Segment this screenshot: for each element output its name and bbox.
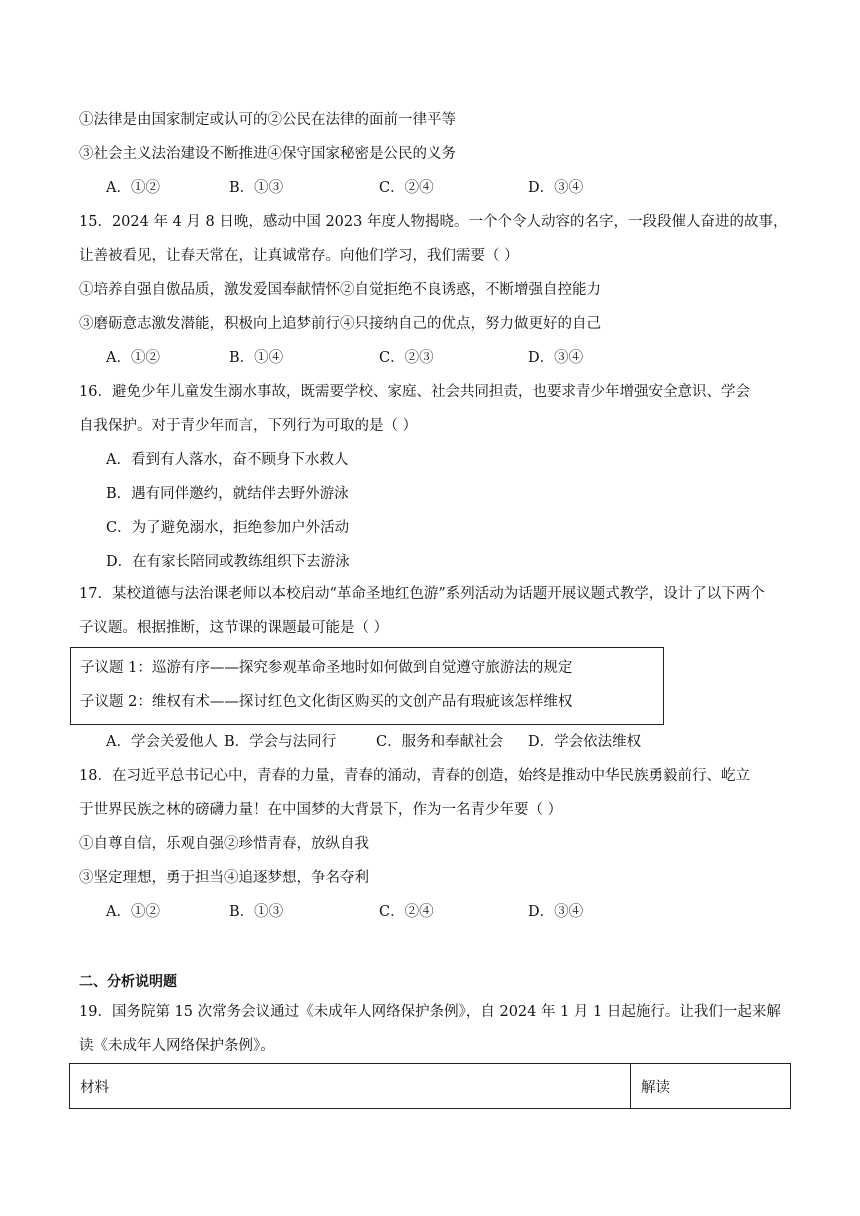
q15-statement-line2: ③磨砺意志激发潜能，积极向上追梦前行④只接纳自己的优点，努力做更好的自己 [79, 316, 601, 332]
q15-option-a: A．①② [106, 350, 160, 366]
q17-option-d: D．学会依法维权 [528, 734, 642, 750]
q16-option-a: A．看到有人落水，奋不顾身下水救人 [106, 452, 349, 468]
q16-option-c: C．为了避免溺水，拒绝参加户外活动 [106, 520, 350, 536]
q17-subtopic-2: 子议题 2：维权有术——探讨红色文化街区购买的文创产品有瑕疵该怎样维权 [80, 694, 573, 710]
q14-option-d: D．③④ [528, 180, 584, 196]
q17-option-b: B．学会与法同行 [224, 734, 337, 750]
q16-stem-line2: 自我保护。对于青少年而言，下列行为可取的是（ ） [79, 418, 418, 434]
q17-option-c: C．服务和奉献社会 [376, 734, 504, 750]
q19-stem-line2: 读《未成年人网络保护条例》。 [79, 1038, 275, 1054]
q14-statement-line1: ①法律是由国家制定或认可的②公民在法律的面前一律平等 [79, 112, 456, 128]
q15-stem-line2: 让善被看见，让春天常在，让真诚常存。向他们学习，我们需要（ ） [79, 248, 519, 264]
q18-statement-line1: ①自尊自信，乐观自强②珍惜青春，放纵自我 [79, 836, 369, 852]
q14-option-c: C．②④ [379, 180, 434, 196]
q16-option-d: D．在有家长陪同或教练组织下去游泳 [106, 554, 350, 570]
q18-statement-line2: ③坚定理想，勇于担当④追逐梦想，争名夺利 [79, 870, 369, 886]
q16-option-b: B．遇有同伴邀约，就结伴去野外游泳 [106, 486, 349, 502]
q17-subtopic-1: 子议题 1：巡游有序——探究参观革命圣地时如何做到自觉遵守旅游法的规定 [80, 660, 573, 676]
q15-option-b: B．①④ [229, 350, 284, 366]
table-header-material: 材料 [70, 1064, 631, 1109]
q14-statement-line2: ③社会主义法治建设不断推进④保守国家秘密是公民的义务 [79, 146, 456, 162]
q17-stem-line2: 子议题。根据推断，这节课的课题最可能是（ ） [79, 620, 389, 636]
q15-option-c: C．②③ [379, 350, 434, 366]
q18-stem-line1: 18．在习近平总书记心中，青春的力量，青春的涌动，青春的创造，始终是推动中华民族勇毅前行、屹立 [79, 768, 750, 784]
q18-option-c: C．②④ [379, 904, 434, 920]
q18-stem-line2: 于世界民族之林的磅礴力量！在中国梦的大背景下，作为一名青少年要（ ） [79, 802, 563, 818]
q15-option-d: D．③④ [528, 350, 584, 366]
table-header-interpretation: 解读 [631, 1064, 791, 1109]
section-heading: 二、分析说明题 [79, 974, 177, 990]
q19-stem-line1: 19．国务院第 15 次常务会议通过《未成年人网络保护条例》，自 2024 年 1 月 1 日起施行。让我们一起来解 [79, 1004, 781, 1020]
q16-stem-line1: 16．避免少年儿童发生溺水事故，既需要学校、家庭、社会共同担责，也要求青少年增强安全意识、学会 [79, 384, 750, 400]
q18-option-d: D．③④ [528, 904, 584, 920]
q15-stem-line1: 15．2024 年 4 月 8 日晚，感动中国 2023 年度人物揭晓。一个个令人动容的名字，一段段催人奋进的故事， [79, 214, 788, 230]
q14-option-b: B．①③ [229, 180, 284, 196]
q18-option-a: A．①② [106, 904, 160, 920]
q18-option-b: B．①③ [229, 904, 284, 920]
q19-table [69, 1063, 791, 1109]
q17-option-a: A．学会关爱他人 [106, 734, 218, 750]
q15-statement-line1: ①培养自强自傲品质，激发爱国奉献情怀②自觉拒绝不良诱惑，不断增强自控能力 [79, 282, 601, 298]
q17-subtopic-box [70, 647, 664, 725]
q14-option-a: A．①② [106, 180, 160, 196]
q17-stem-line1: 17．某校道德与法治课老师以本校启动“革命圣地红色游”系列活动为话题开展议题式教学，设计了以下两个 [79, 586, 765, 602]
